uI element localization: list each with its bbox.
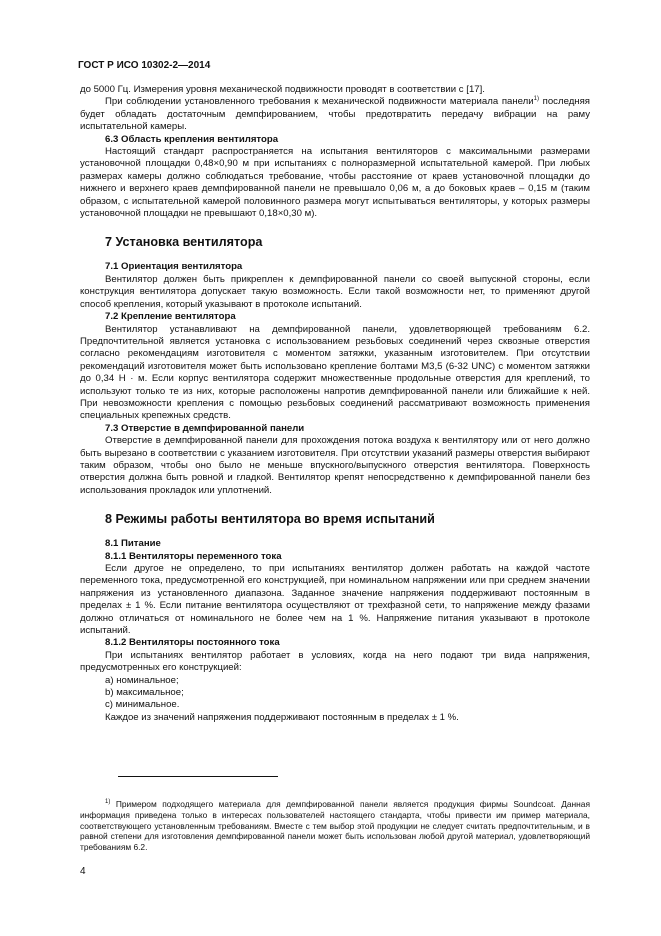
- heading-7-1: 7.1 Ориентация вентилятора: [105, 261, 243, 273]
- list-item: c) минимальное.: [105, 699, 180, 711]
- list-item: b) максимальное;: [105, 687, 184, 699]
- page-number: 4: [80, 866, 86, 877]
- page-body: [80, 84, 590, 724]
- paragraph-7-3: Отверстие в демпфированной панели для прохождения потока воздуха к вентилятору или от него должно быть вырезано в соответствии с указанием изготовителя. При отсутствии указаний размеры отверстия выбирают таким образом, чтобы оно было не меньше впускного/выпускного отверстия вентилятора. Поверхность отверстия должна быть ровной и гладкой. Вентилятор крепят непосредственно к демпфированной панели без использования прокладок или уплотнений.: [80, 435, 590, 496]
- heading-8-1-2: 8.1.2 Вентиляторы постоянного тока: [105, 637, 280, 649]
- paragraph-7-1: Вентилятор должен быть прикреплен к демпфированной панели со своей выпускной стороны, если конструкция вентилятора допускает такую возможность. Если такой возможности нет, то применяют другой способ крепления, который указывают в протоколе испытаний.: [80, 273, 590, 310]
- heading-8-1: 8.1 Питание: [105, 538, 161, 550]
- heading-6-3: 6.3 Область крепления вентилятора: [105, 133, 279, 145]
- document-header: ГОСТ Р ИСО 10302-2—2014: [78, 60, 211, 71]
- section-heading-8: 8 Режимы работы вентилятора во время испытаний: [105, 512, 435, 527]
- paragraph-mobility: [80, 96, 590, 133]
- paragraph-7-2: Вентилятор устанавливают на демпфированной панели, удовлетворяющей требованиям 6.2. Предпочтительной является установка с использованием резьбовых соединений через сквозные отверстия согласно рекомендациям изготовителя с моментом затяжки, указанным изготовителем. При отсутствии рекомендаций изготовителя может быть использовано крепление болтами М3,5 (6-32 UNC) с моментом затяжки до 0,34 Н · м. Если корпус вентилятора содержит множественные продольные отверстия для креплений, то используют только те из них, которые расположены напротив демпфированной панели или ближайшие к ней. При невозможности крепления с помощью резьбовых соединений рассматривают возможность применения специальных крепежных средств.: [80, 323, 590, 422]
- footnote-reference: 1): [533, 96, 539, 103]
- heading-7-3: 7.3 Отверстие в демпфированной панели: [105, 422, 305, 434]
- section-heading-7: 7 Установка вентилятора: [105, 235, 263, 250]
- paragraph-text: При соблюдении установленного требования к механической подвижности материала панели: [105, 96, 534, 108]
- heading-7-2: 7.2 Крепление вентилятора: [105, 311, 236, 323]
- paragraph-8-1-1: Если другое не определено, то при испытаниях вентилятор должен работать на каждой частоте переменного тока, предусмотренной его конструкцией, при номинальном напряжении или при среднем значении напряжения из установленного диапазона. Заданное значение напряжения поддерживают постоянным в пределах ± 1 %. Если питание вентилятора осуществляют от трехфазной сети, то напряжение между фазами должно отличаться от номинального не более чем на 1 %. Напряжение питания указывают в протоколе испытаний.: [80, 563, 590, 637]
- paragraph-8-1-2: При испытаниях вентилятор работает в условиях, когда на него подают три вида напряжения, предусмотренных его конструкцией:: [80, 649, 590, 674]
- paragraph-text: последняя будет обладать достаточным демпфированием, чтобы предотвратить передачу вибрации на раму испытательной камеры.: [80, 96, 590, 133]
- footnote-marker: 1): [105, 799, 111, 806]
- list-item: a) номинальное;: [105, 674, 179, 686]
- heading-8-1-1: 8.1.1 Вентиляторы переменного тока: [105, 550, 282, 562]
- footnote-text: Примером подходящего материала для демпфированной панели является продукция фирмы Soundcoat. Данная информация приведена только в интересах пользователей настоящего стандарта, чтобы привести им пример материала, соответствующего установленным требованиям. Вместе с тем выбор этой продукции не следует считать предпочтительным, и в равной степени для изготовления демпфированной панели может быть использован любой другой материал, удовлетворяющий требованиям 6.2.: [80, 799, 590, 853]
- paragraph-6-3: Настоящий стандарт распространяется на испытания вентиляторов с максимальными размерами установочной площадки 0,48×0,90 м при испытаниях с полноразмерной испытательной камерой. При любых размерах камеры должно соблюдаться требование, чтобы расстояние от краев установочной площадки до нижнего и верхнего краев демпфированной панели не превышало 0,06 м, а до боковых краев – 0,15 м (таким образом, с испытательной камерой половинного размера могут испытываться вентиляторы, у которых размеры установочной площадки не превышают 0,18×0,30 м).: [80, 146, 590, 220]
- paragraph-continuation: до 5000 Гц. Измерения уровня механической подвижности проводят в соответствии с [17].: [80, 84, 485, 95]
- paragraph-8-1-2-tolerance: Каждое из значений напряжения поддерживают постоянным в пределах ± 1 %.: [105, 711, 459, 723]
- footnote-divider: [118, 776, 278, 777]
- footnote: [80, 799, 590, 853]
